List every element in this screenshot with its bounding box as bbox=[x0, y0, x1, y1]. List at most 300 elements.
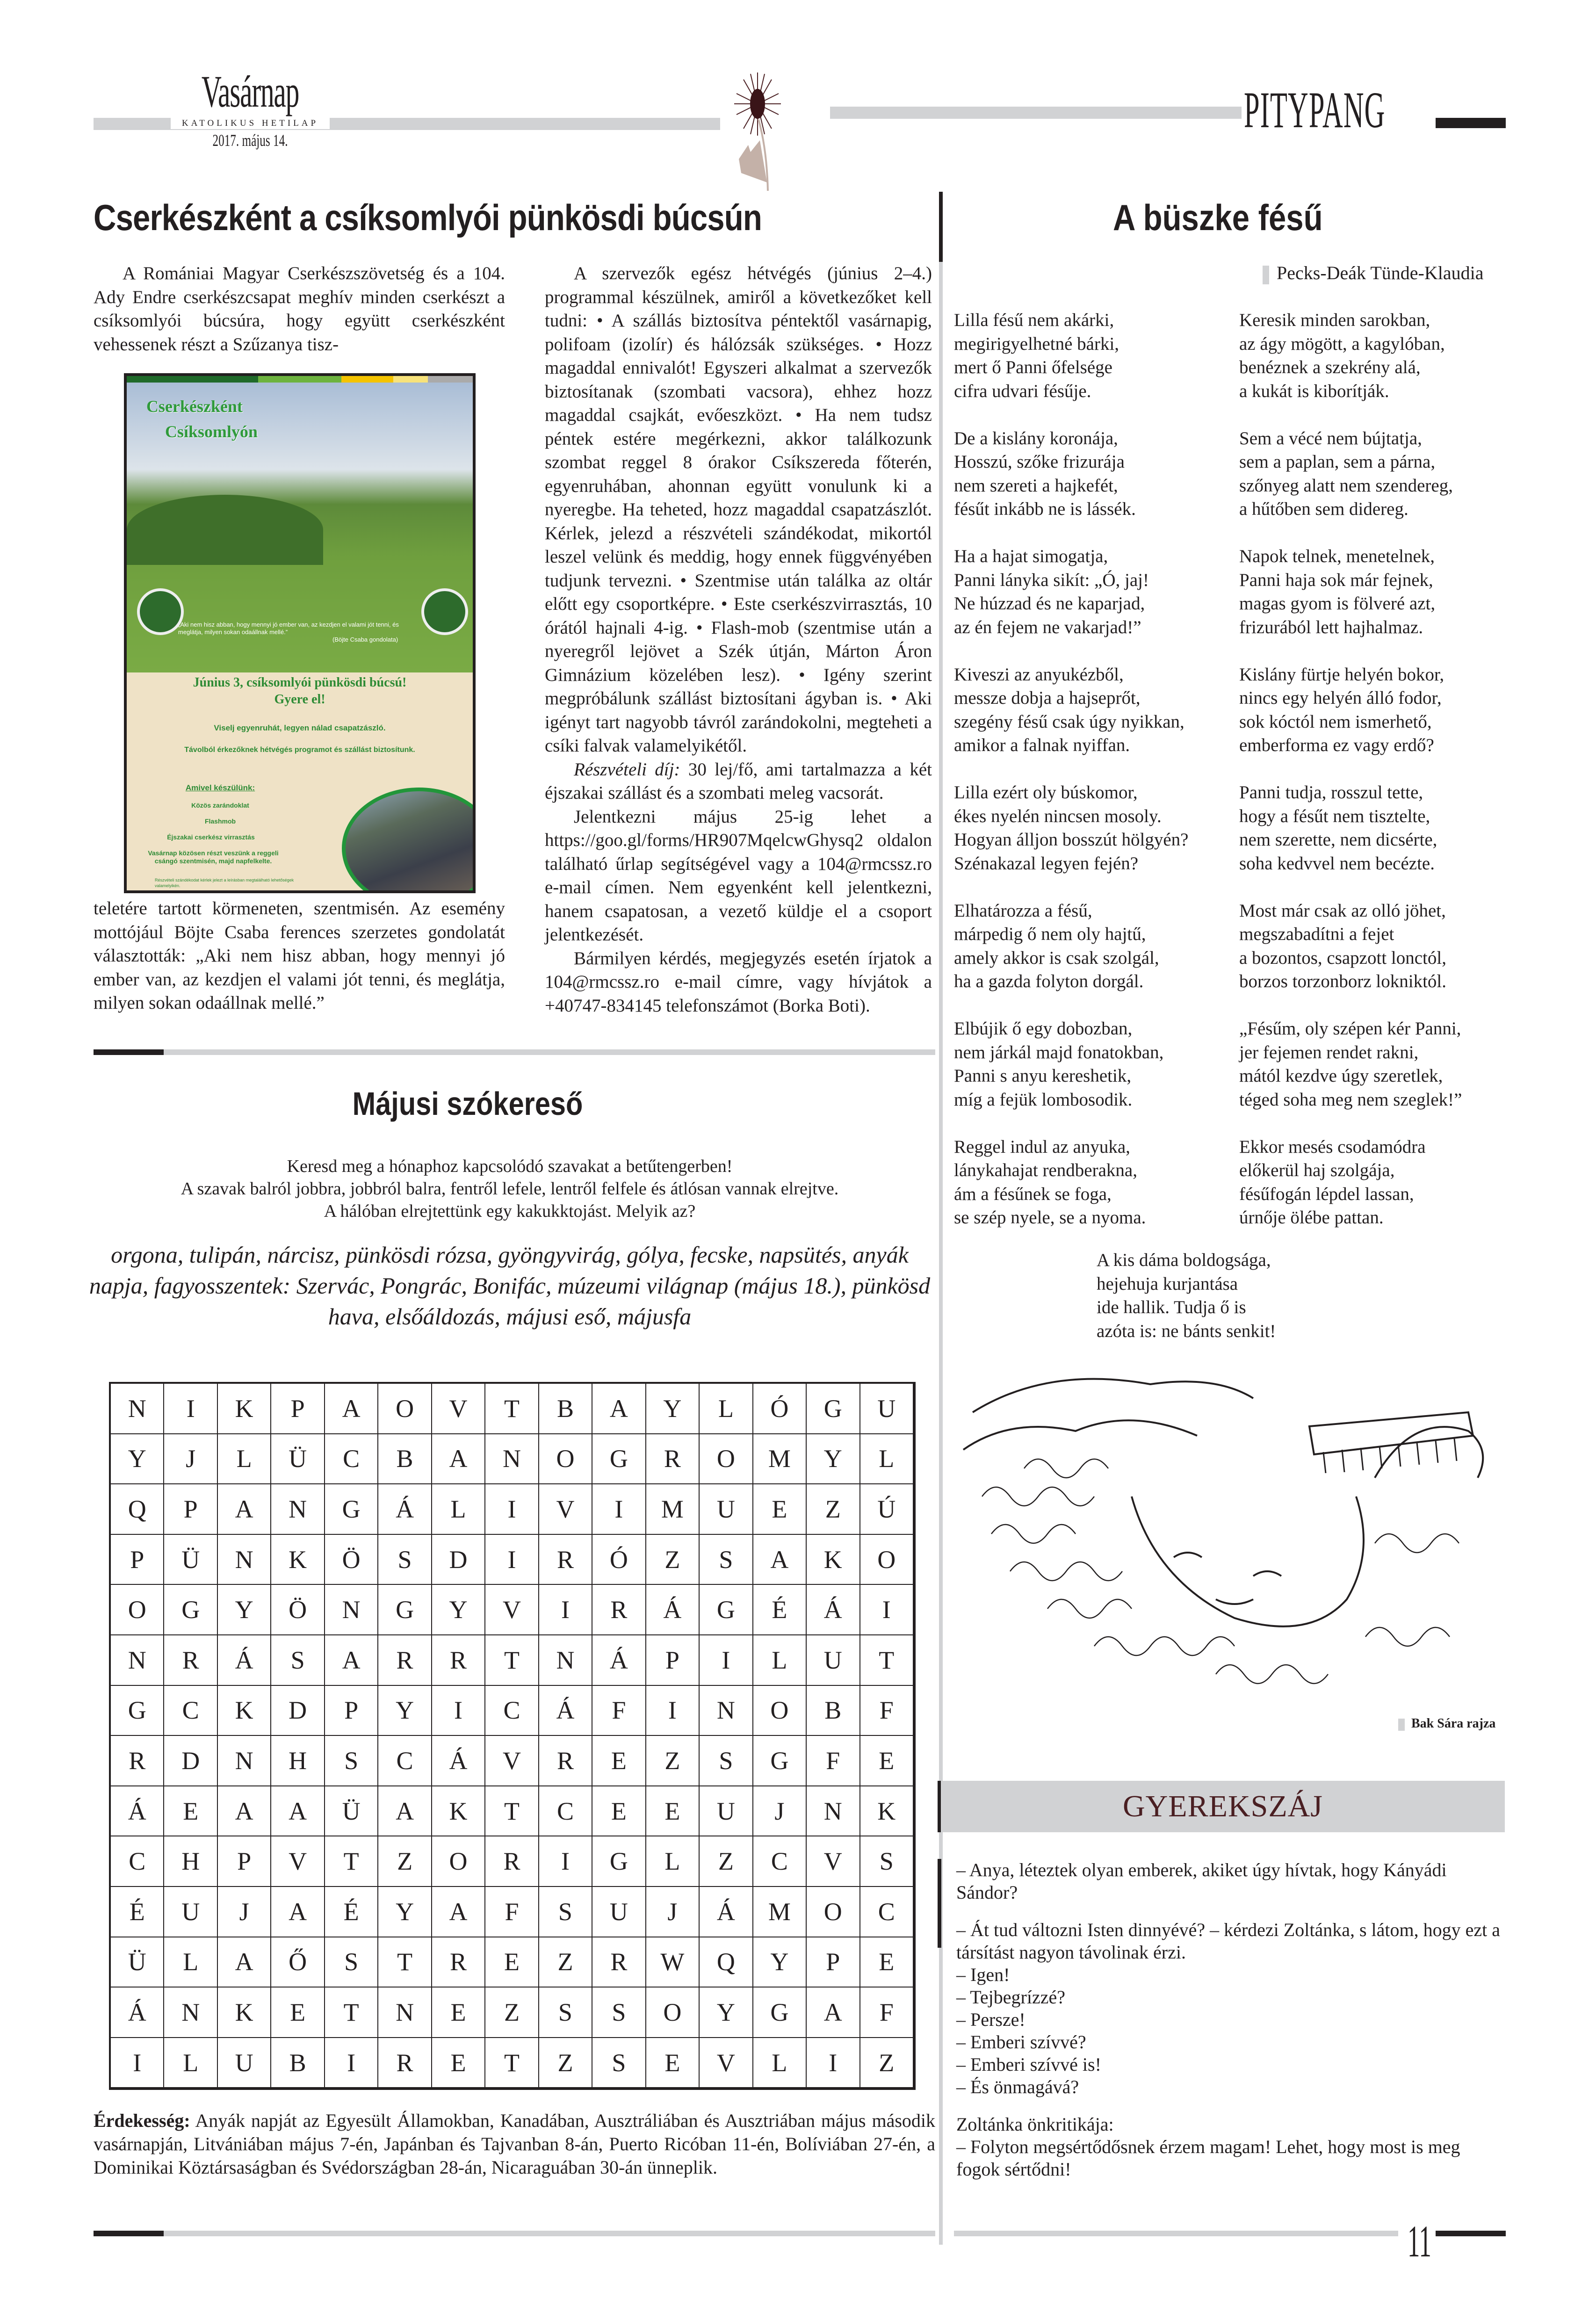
grid-cell[interactable]: E bbox=[753, 1484, 807, 1535]
grid-cell[interactable]: É bbox=[753, 1585, 807, 1635]
grid-cell[interactable]: V bbox=[807, 1836, 860, 1887]
grid-cell[interactable]: J bbox=[218, 1887, 271, 1937]
grid-cell[interactable]: Q bbox=[700, 1937, 753, 1988]
grid-cell[interactable]: Y bbox=[111, 1434, 164, 1485]
grid-cell[interactable]: O bbox=[378, 1384, 432, 1434]
grid-cell[interactable]: F bbox=[592, 1686, 646, 1736]
grid-cell[interactable]: Z bbox=[646, 1736, 700, 1786]
grid-cell[interactable]: P bbox=[164, 1484, 217, 1535]
grid-cell[interactable]: I bbox=[485, 1535, 539, 1585]
grid-cell[interactable]: L bbox=[700, 1384, 753, 1434]
poem-line: míg a fejük lombosodik. bbox=[954, 1089, 1133, 1110]
grid-cell[interactable]: N bbox=[111, 1635, 164, 1686]
poem-line: A kis dáma boldogsága, bbox=[1097, 1250, 1271, 1270]
wordsearch-instructions bbox=[84, 1155, 935, 1222]
grid-cell[interactable]: Á bbox=[432, 1736, 485, 1786]
poster-footer: Részvételi szándékodat kérlek jelezt a leírásban megtalálható lehetőségek valamelyikén. bbox=[155, 878, 294, 888]
poem-line: nem járkál majd fonatokban, bbox=[954, 1042, 1164, 1062]
grid-cell[interactable]: I bbox=[592, 1484, 646, 1535]
girl-with-comb-illustration bbox=[954, 1356, 1510, 1712]
grid-cell[interactable]: Z bbox=[485, 1988, 539, 2038]
grid-cell[interactable]: T bbox=[485, 1384, 539, 1434]
header-rule-accent bbox=[1436, 118, 1506, 128]
poem-line: cifra udvari fésűje. bbox=[954, 381, 1091, 401]
grid-cell[interactable]: É bbox=[325, 1887, 378, 1937]
grid-cell[interactable]: R bbox=[111, 1736, 164, 1786]
grid-cell[interactable]: V bbox=[271, 1836, 325, 1887]
grid-cell[interactable]: V bbox=[432, 1384, 485, 1434]
grid-cell[interactable]: Y bbox=[700, 1988, 753, 2038]
poster-item: Közös zarándoklat bbox=[191, 802, 249, 809]
grid-cell[interactable]: A bbox=[271, 1786, 325, 1837]
wordsearch-word-list: orgona, tulipán, nárcisz, pünkösdi rózsa, gyöngyvirág, gólya, fecske, napsütés, anyák napja, fagyosszentek: Szervác, Pongrác, Bonifác, múzeumi világnap (május 18.), pünkösd hava, elsőáldozás, májusi eső, májusfa bbox=[89, 1242, 931, 1330]
issue-date: 2017. május 14. bbox=[212, 131, 288, 150]
grid-cell[interactable]: F bbox=[860, 1988, 914, 2038]
grid-cell[interactable]: T bbox=[485, 1786, 539, 1837]
grid-cell[interactable]: Y bbox=[378, 1686, 432, 1736]
poem-line: Lilla ezért oly búskomor, bbox=[954, 782, 1138, 802]
grid-cell[interactable]: A bbox=[592, 1384, 646, 1434]
grid-cell[interactable]: P bbox=[325, 1686, 378, 1736]
grid-cell[interactable]: U bbox=[218, 2038, 271, 2089]
fee-text: 30 lej/fő, ami tartalmazza a két éjszakai szállást és a szombati meleg vacsorát. bbox=[545, 759, 932, 803]
grid-cell[interactable]: S bbox=[592, 2038, 646, 2089]
grid-cell[interactable]: I bbox=[807, 2038, 860, 2089]
grid-cell[interactable]: R bbox=[592, 1937, 646, 1988]
grid-cell[interactable]: I bbox=[539, 1836, 592, 1887]
grid-cell[interactable]: Z bbox=[807, 1484, 860, 1535]
grid-cell[interactable]: N bbox=[807, 1786, 860, 1837]
grid-cell[interactable]: K bbox=[860, 1786, 914, 1837]
grid-cell[interactable]: N bbox=[325, 1585, 378, 1635]
grid-cell[interactable]: I bbox=[432, 1686, 485, 1736]
grid-cell[interactable]: T bbox=[325, 1836, 378, 1887]
logo-subtitle: KATOLIKUS HETILAP bbox=[171, 118, 330, 129]
grid-cell[interactable]: G bbox=[592, 1836, 646, 1887]
poem-stanza bbox=[954, 899, 1189, 994]
poem-line: márpedig ő nem oly hajtű, bbox=[954, 924, 1146, 944]
grid-cell[interactable]: Ő bbox=[271, 1937, 325, 1988]
grid-cell[interactable]: N bbox=[111, 1384, 164, 1434]
grid-cell[interactable]: Ü bbox=[164, 1535, 217, 1585]
grid-cell[interactable]: Y bbox=[753, 1937, 807, 1988]
poster-stripe bbox=[127, 376, 473, 383]
grid-cell[interactable]: Ó bbox=[753, 1384, 807, 1434]
poster-title-2: Csíksomlyón bbox=[165, 422, 258, 441]
poem-line: Ekkor mesés csodamódra bbox=[1239, 1136, 1426, 1157]
grid-cell[interactable]: T bbox=[860, 1635, 914, 1686]
grid-cell[interactable]: C bbox=[753, 1836, 807, 1887]
grid-cell[interactable]: V bbox=[485, 1736, 539, 1786]
grid-cell[interactable]: D bbox=[164, 1736, 217, 1786]
grid-cell[interactable]: R bbox=[432, 1635, 485, 1686]
grid-cell[interactable]: Y bbox=[432, 1585, 485, 1635]
article-col-left-top bbox=[94, 262, 505, 356]
grid-cell[interactable]: N bbox=[700, 1686, 753, 1736]
grid-cell[interactable]: I bbox=[539, 1585, 592, 1635]
poem-line: téged soha meg nem szeglek!” bbox=[1239, 1089, 1462, 1110]
grid-cell[interactable]: Ó bbox=[592, 1535, 646, 1585]
grid-cell[interactable]: B bbox=[271, 2038, 325, 2089]
poem-line: sem a paplan, sem a párna, bbox=[1239, 452, 1436, 472]
grid-cell[interactable]: T bbox=[378, 1937, 432, 1988]
grid-cell[interactable]: B bbox=[807, 1686, 860, 1736]
grid-cell[interactable]: Ö bbox=[325, 1535, 378, 1585]
poem-line: fésűfogán lépdel lassan, bbox=[1239, 1184, 1414, 1204]
poem-line: Elhatározza a fésű, bbox=[954, 900, 1092, 921]
grid-cell[interactable]: N bbox=[485, 1434, 539, 1485]
grid-cell[interactable]: A bbox=[218, 1484, 271, 1535]
grid-cell[interactable]: C bbox=[325, 1434, 378, 1485]
poem-stanza bbox=[954, 309, 1189, 403]
grid-cell[interactable]: C bbox=[539, 1786, 592, 1837]
poem-stanza bbox=[954, 663, 1189, 758]
gyerekszaj-line bbox=[956, 1904, 1508, 1919]
grid-cell[interactable]: N bbox=[378, 1988, 432, 2038]
grid-cell[interactable]: U bbox=[700, 1786, 753, 1837]
poem-line: borzos torzonborz lokniktól. bbox=[1239, 971, 1446, 991]
poem-line: megszabadítni a fejet bbox=[1239, 924, 1394, 944]
grid-cell[interactable]: O bbox=[539, 1434, 592, 1485]
grid-cell[interactable]: T bbox=[485, 2038, 539, 2089]
grid-cell[interactable]: Z bbox=[539, 2038, 592, 2089]
header-rule-right bbox=[830, 107, 1242, 119]
grid-cell[interactable]: K bbox=[271, 1535, 325, 1585]
grid-cell[interactable]: L bbox=[860, 1434, 914, 1485]
grid-cell[interactable]: E bbox=[592, 1786, 646, 1837]
article-paragraph: A szervezők egész hétvégés (június 2–4.) programmal készülnek, amiről a következőket kell tudni: • A szállás biztosítva péntektől vasárnapig, polifoam (izolír) és hálózsák szükséges. • Hozz magaddal ennivalót! Egyszeri alkalmat a szervezők biztosítanak (szombati vacsora), ehhez hozz magaddal csajkát, evőeszközt. • Ha nem tudsz péntek estére megérkezni, akkor találkozunk szombat reggel 8 órakor Csíkszereda főterén, egyenruhában, ahonnan együtt vonulunk ki a nyeregbe. Ha teheted, hozz magaddal csapatzászlót. Kérlek, jelezd a részvételi szándékodat, mikortól leszel velünk és meddig, hogy ennek függvényében tudjunk tervezni. • Szentmise után találka az oltár előtt egy csoportképre. • Este cserkészvirrasztás, 10 órától hajnali 4-ig. • Flash-mob (szentmise után a nyeregről lejövet a Szék útján, Márton Áron Gimnázium közelében lesz). • Igény szerint megpróbálunk szállást biztosítani ágyban is. • Aki igényt tart nagyobb távról zarándokolni, megteheti a csíki falvak valamelyikétől. bbox=[545, 263, 932, 756]
grid-cell[interactable]: P bbox=[218, 1836, 271, 1887]
poster-crowd-photo bbox=[342, 788, 476, 893]
grid-cell[interactable]: R bbox=[592, 1585, 646, 1635]
grid-cell[interactable]: L bbox=[164, 2038, 217, 2089]
grid-cell[interactable]: L bbox=[646, 1836, 700, 1887]
poster-item: Vasárnap közösen részt veszünk a reggeli csángó szentmisén, majd napfelkelte. bbox=[148, 849, 279, 865]
poem-line: Ne húzzad és ne kaparjad, bbox=[954, 593, 1145, 614]
grid-cell[interactable]: H bbox=[271, 1736, 325, 1786]
grid-cell[interactable]: L bbox=[753, 2038, 807, 2089]
footer-rule-right-accent bbox=[1436, 2231, 1506, 2236]
grid-cell[interactable]: G bbox=[164, 1585, 217, 1635]
grid-cell[interactable]: U bbox=[700, 1484, 753, 1535]
grid-cell[interactable]: Á bbox=[807, 1585, 860, 1635]
grid-cell[interactable]: A bbox=[218, 1786, 271, 1837]
poster-item: Flashmob bbox=[204, 817, 236, 825]
grid-cell[interactable]: E bbox=[646, 1786, 700, 1837]
grid-cell[interactable]: A bbox=[378, 1786, 432, 1837]
scout-badge-left bbox=[137, 588, 184, 635]
poem-line: ékes nyelén nincsen mosoly. bbox=[954, 806, 1162, 826]
grid-cell[interactable]: H bbox=[164, 1836, 217, 1887]
grid-cell[interactable]: K bbox=[218, 1686, 271, 1736]
grid-cell[interactable]: S bbox=[271, 1635, 325, 1686]
poem-line: emberforma ez vagy erdő? bbox=[1239, 735, 1434, 755]
grid-cell[interactable]: I bbox=[646, 1686, 700, 1736]
grid-cell[interactable]: G bbox=[807, 1384, 860, 1434]
grid-cell[interactable]: T bbox=[325, 1988, 378, 2038]
grid-cell[interactable]: V bbox=[485, 1585, 539, 1635]
grid-cell[interactable]: O bbox=[432, 1836, 485, 1887]
grid-cell[interactable]: K bbox=[218, 1384, 271, 1434]
poem-line: Reggel indul az anyuka, bbox=[954, 1136, 1130, 1157]
scout-badge-right bbox=[421, 588, 468, 635]
grid-cell[interactable]: I bbox=[325, 2038, 378, 2089]
grid-cell[interactable]: F bbox=[485, 1887, 539, 1937]
grid-cell[interactable]: G bbox=[753, 1988, 807, 2038]
grid-cell[interactable]: N bbox=[164, 1988, 217, 2038]
grid-cell[interactable]: B bbox=[539, 1384, 592, 1434]
poem-stanza bbox=[954, 1135, 1189, 1230]
grid-cell[interactable]: É bbox=[111, 1887, 164, 1937]
grid-cell[interactable]: Á bbox=[111, 1786, 164, 1837]
grid-cell[interactable]: V bbox=[539, 1484, 592, 1535]
grid-cell[interactable]: K bbox=[432, 1786, 485, 1837]
poem-stanza bbox=[954, 1017, 1189, 1112]
poem-line: messze dobja a hajseprőt, bbox=[954, 688, 1141, 708]
gyerekszaj-line: Zoltánka önkritikája: bbox=[956, 2114, 1114, 2135]
poem-line: Panni haja sok már fejnek, bbox=[1239, 570, 1433, 590]
grid-cell[interactable]: L bbox=[432, 1484, 485, 1535]
grid-cell[interactable]: N bbox=[218, 1535, 271, 1585]
grid-cell[interactable]: G bbox=[111, 1686, 164, 1736]
grid-cell[interactable]: S bbox=[700, 1535, 753, 1585]
grid-cell[interactable]: M bbox=[753, 1887, 807, 1937]
grid-cell[interactable]: G bbox=[700, 1585, 753, 1635]
grid-cell[interactable]: Á bbox=[539, 1686, 592, 1736]
grid-cell[interactable]: C bbox=[111, 1836, 164, 1887]
grid-cell[interactable]: A bbox=[271, 1887, 325, 1937]
poem-stanza bbox=[954, 545, 1189, 639]
grid-cell[interactable]: Á bbox=[700, 1887, 753, 1937]
grid-cell[interactable]: Y bbox=[378, 1887, 432, 1937]
grid-cell[interactable]: Z bbox=[378, 1836, 432, 1887]
grid-cell[interactable]: U bbox=[592, 1887, 646, 1937]
grid-cell[interactable]: A bbox=[325, 1635, 378, 1686]
grid-cell[interactable]: S bbox=[325, 1937, 378, 1988]
grid-cell[interactable]: R bbox=[539, 1535, 592, 1585]
grid-cell[interactable]: C bbox=[860, 1887, 914, 1937]
grid-cell[interactable]: A bbox=[218, 1937, 271, 1988]
grid-cell[interactable]: O bbox=[860, 1535, 914, 1585]
grid-cell[interactable]: L bbox=[164, 1937, 217, 1988]
grid-cell[interactable]: N bbox=[539, 1635, 592, 1686]
poem-line: Kislány fürtje helyén bokor, bbox=[1239, 664, 1444, 685]
grid-cell[interactable]: I bbox=[700, 1635, 753, 1686]
grid-cell[interactable]: E bbox=[164, 1786, 217, 1837]
grid-cell[interactable]: A bbox=[753, 1535, 807, 1585]
grid-cell[interactable]: I bbox=[164, 1384, 217, 1434]
grid-cell[interactable]: I bbox=[111, 2038, 164, 2089]
illustration-credit bbox=[1398, 1716, 1495, 1731]
grid-cell[interactable]: R bbox=[432, 1937, 485, 1988]
grid-cell[interactable]: C bbox=[485, 1686, 539, 1736]
grid-cell[interactable]: J bbox=[646, 1887, 700, 1937]
poem-line: előkerül haj szolgája, bbox=[1239, 1160, 1395, 1180]
fee-label: Részvételi díj: bbox=[574, 759, 680, 780]
grid-cell[interactable]: N bbox=[271, 1484, 325, 1535]
grid-cell[interactable]: Ü bbox=[111, 1937, 164, 1988]
grid-cell[interactable]: D bbox=[271, 1686, 325, 1736]
grid-cell[interactable]: Ü bbox=[271, 1434, 325, 1485]
gyerekszaj-line: – Emberi szívvé? bbox=[956, 2031, 1086, 2053]
grid-cell[interactable]: E bbox=[485, 1937, 539, 1988]
grid-cell[interactable]: D bbox=[432, 1535, 485, 1585]
grid-cell[interactable]: Ö bbox=[271, 1585, 325, 1635]
grid-cell[interactable]: O bbox=[646, 1988, 700, 2038]
wordsearch-title: Májusi szókereső bbox=[352, 1085, 583, 1122]
grid-cell[interactable]: C bbox=[378, 1736, 432, 1786]
poem-title: A büszke fésű bbox=[1113, 197, 1323, 238]
poem-line: úrnője ölébe pattan. bbox=[1239, 1207, 1384, 1228]
grid-cell[interactable]: P bbox=[646, 1635, 700, 1686]
grid-cell[interactable]: I bbox=[860, 1585, 914, 1635]
grid-cell[interactable]: R bbox=[646, 1434, 700, 1485]
grid-cell[interactable]: A bbox=[807, 1988, 860, 2038]
grid-cell[interactable]: Z bbox=[700, 1836, 753, 1887]
poster-photo bbox=[127, 383, 473, 672]
grid-cell[interactable]: U bbox=[807, 1635, 860, 1686]
grid-cell[interactable]: O bbox=[111, 1585, 164, 1635]
grid-cell[interactable]: Á bbox=[646, 1585, 700, 1635]
grid-cell[interactable]: S bbox=[539, 1887, 592, 1937]
poem-stanza bbox=[954, 427, 1189, 521]
grid-cell[interactable]: Á bbox=[378, 1484, 432, 1535]
poem-line: nem szerette, nem dicsérte, bbox=[1239, 830, 1437, 850]
grid-cell[interactable]: E bbox=[860, 1736, 914, 1786]
grid-cell[interactable]: A bbox=[432, 1887, 485, 1937]
grid-cell[interactable]: F bbox=[860, 1686, 914, 1736]
author-marker bbox=[1263, 266, 1269, 284]
grid-cell[interactable]: L bbox=[753, 1635, 807, 1686]
grid-cell[interactable]: Ú bbox=[860, 1484, 914, 1535]
section-rule-accent bbox=[94, 1049, 164, 1055]
grid-cell[interactable]: Z bbox=[860, 2038, 914, 2089]
grid-cell[interactable]: E bbox=[271, 1988, 325, 2038]
gyerekszaj-line: – Anya, léteztek olyan emberek, akiket úgy hívtak, hogy Kányádi Sándor? bbox=[956, 1859, 1447, 1903]
grid-cell[interactable]: B bbox=[378, 1434, 432, 1485]
grid-cell[interactable]: O bbox=[807, 1887, 860, 1937]
poem-line: hejehuja kurjantása bbox=[1097, 1273, 1238, 1294]
grid-cell[interactable]: M bbox=[646, 1484, 700, 1535]
grid-cell[interactable]: U bbox=[164, 1887, 217, 1937]
poem-line: Ha a hajat simogatja, bbox=[954, 546, 1108, 566]
grid-cell[interactable]: W bbox=[646, 1937, 700, 1988]
grid-cell[interactable]: C bbox=[164, 1686, 217, 1736]
grid-cell[interactable]: G bbox=[753, 1736, 807, 1786]
grid-cell[interactable]: U bbox=[860, 1384, 914, 1434]
poem-line: amikor a falnak nyiffan. bbox=[954, 735, 1130, 755]
grid-cell[interactable]: Á bbox=[592, 1635, 646, 1686]
grid-cell[interactable]: S bbox=[592, 1988, 646, 2038]
grid-cell[interactable]: T bbox=[485, 1635, 539, 1686]
poem-line: Most már csak az olló jöhet, bbox=[1239, 900, 1446, 921]
poem-author bbox=[1263, 262, 1483, 284]
section-title: PITYPANG bbox=[1244, 81, 1386, 138]
gyerekszaj-text-marker bbox=[938, 1859, 941, 1948]
grid-cell[interactable]: L bbox=[218, 1434, 271, 1485]
grid-cell[interactable]: S bbox=[325, 1736, 378, 1786]
grid-cell[interactable]: O bbox=[753, 1686, 807, 1736]
grid-cell[interactable]: A bbox=[325, 1384, 378, 1434]
grid-cell[interactable]: R bbox=[378, 2038, 432, 2089]
grid-cell[interactable]: Z bbox=[539, 1937, 592, 1988]
poem-line: soha kedvvel nem becézte. bbox=[1239, 853, 1435, 874]
grid-cell[interactable]: P bbox=[111, 1535, 164, 1585]
grid-cell[interactable]: E bbox=[592, 1736, 646, 1786]
article-paragraph: Bármilyen kérdés, megjegyzés esetén írjatok a 104@rmcssz.ro e-mail címre, vagy hívjátok a +40747-834145 telefonszámot (Borka Boti). bbox=[545, 948, 932, 1016]
grid-cell[interactable]: Z bbox=[646, 1535, 700, 1585]
poem-line: ám a fésűnek se foga, bbox=[954, 1184, 1112, 1204]
grid-cell[interactable]: G bbox=[378, 1585, 432, 1635]
article-col-left-bottom bbox=[94, 897, 505, 1015]
grid-cell[interactable]: J bbox=[164, 1434, 217, 1485]
grid-cell[interactable]: S bbox=[700, 1736, 753, 1786]
grid-cell[interactable]: V bbox=[700, 2038, 753, 2089]
grid-cell[interactable]: R bbox=[378, 1635, 432, 1686]
article-paragraph: teletére tartott körmeneten, szentmisén. Az esemény mottójául Böjte Csaba ferences szerzetes gondolatát választották: „Aki nem hisz abban, hogy mennyi jó ember van, az kezdjen el valami jót tenni, és meglátja, milyen sokan odaállnak mellé.” bbox=[94, 898, 505, 1013]
grid-cell[interactable]: O bbox=[700, 1434, 753, 1485]
poster-line-1: Viselj egyenruhát, legyen nálad csapatzászló. bbox=[214, 723, 386, 732]
grid-cell[interactable]: Ü bbox=[325, 1786, 378, 1837]
grid-cell[interactable]: E bbox=[432, 2038, 485, 2089]
trivia-box bbox=[94, 2109, 935, 2179]
poem-line: fésűt inkább ne is lássék. bbox=[954, 499, 1136, 519]
grid-cell[interactable]: K bbox=[218, 1988, 271, 2038]
grid-cell[interactable]: Á bbox=[218, 1635, 271, 1686]
poem-line: szőnyeg alatt nem szendereg, bbox=[1239, 475, 1453, 496]
poem-line: magas gyom is fölveré azt, bbox=[1239, 593, 1436, 614]
grid-cell[interactable]: E bbox=[860, 1937, 914, 1988]
poem-line: azóta is: ne bánts senkit! bbox=[1097, 1321, 1276, 1341]
grid-cell[interactable]: P bbox=[271, 1384, 325, 1434]
footer-rule-right bbox=[954, 2231, 1398, 2236]
grid-cell[interactable]: M bbox=[753, 1434, 807, 1485]
grid-cell[interactable]: S bbox=[860, 1836, 914, 1887]
grid-cell[interactable]: R bbox=[164, 1635, 217, 1686]
grid-cell[interactable]: P bbox=[807, 1937, 860, 1988]
grid-cell[interactable]: N bbox=[218, 1736, 271, 1786]
grid-cell[interactable]: E bbox=[432, 1988, 485, 2038]
grid-cell[interactable]: S bbox=[539, 1988, 592, 2038]
grid-cell[interactable]: Q bbox=[111, 1484, 164, 1535]
grid-cell[interactable]: F bbox=[807, 1736, 860, 1786]
grid-cell[interactable]: J bbox=[753, 1786, 807, 1837]
grid-cell[interactable]: S bbox=[378, 1535, 432, 1585]
grid-cell[interactable]: Y bbox=[807, 1434, 860, 1485]
grid-cell[interactable]: G bbox=[592, 1434, 646, 1485]
grid-cell[interactable]: G bbox=[325, 1484, 378, 1535]
poem-line: az én fejem ne vakarjad!” bbox=[954, 617, 1141, 637]
poem-line: De a kislány koronája, bbox=[954, 428, 1118, 448]
poem-stanza bbox=[1239, 309, 1462, 403]
grid-cell[interactable]: Á bbox=[111, 1988, 164, 2038]
gyerekszaj-line: – Emberi szívvé is! bbox=[956, 2054, 1101, 2075]
poem-stanza bbox=[1239, 545, 1462, 639]
grid-cell[interactable]: Y bbox=[646, 1384, 700, 1434]
grid-cell[interactable]: R bbox=[485, 1836, 539, 1887]
grid-cell[interactable]: Y bbox=[218, 1585, 271, 1635]
grid-cell[interactable]: E bbox=[646, 2038, 700, 2089]
grid-cell[interactable]: R bbox=[539, 1736, 592, 1786]
grid-cell[interactable]: I bbox=[485, 1484, 539, 1535]
page-number: 11 bbox=[1408, 2216, 1431, 2266]
instruction-line: A hálóban elrejtettünk egy kakukktojást. Melyik az? bbox=[324, 1201, 696, 1221]
grid-cell[interactable]: A bbox=[432, 1434, 485, 1485]
credit-marker bbox=[1398, 1719, 1405, 1731]
poem-line: hogy a fésűt nem tisztelte, bbox=[1239, 806, 1430, 826]
poem-stanza bbox=[1239, 899, 1462, 994]
grid-cell[interactable]: K bbox=[807, 1535, 860, 1585]
